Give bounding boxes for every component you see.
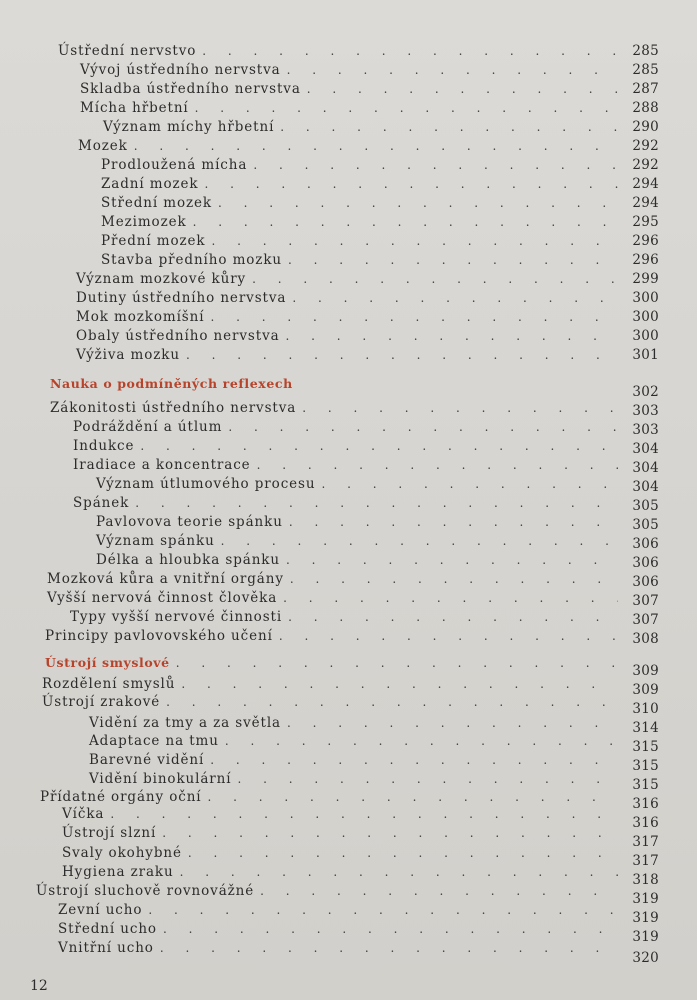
- dot-leader: [279, 626, 618, 646]
- entry-title: Délka a hloubka spánku: [96, 552, 280, 568]
- section-heading: [50, 374, 618, 394]
- toc-entry: [50, 398, 618, 418]
- page-number: 304: [632, 479, 659, 495]
- entry-title: Střední mozek: [101, 195, 212, 211]
- dot-leader: [290, 569, 618, 589]
- dot-leader: [160, 938, 618, 958]
- entry-title: Barevné vidění: [89, 752, 205, 768]
- entry-title: Výživa mozku: [76, 347, 180, 363]
- page-number: 294: [632, 176, 659, 192]
- toc-entry: [96, 512, 618, 532]
- toc-entry: [76, 326, 618, 346]
- toc-entry: [45, 626, 618, 646]
- dot-leader: [307, 79, 618, 99]
- dot-leader: [134, 136, 618, 156]
- toc-entry: [96, 474, 618, 494]
- toc-entry: [76, 345, 618, 365]
- toc-entry: [76, 288, 618, 308]
- dot-leader: [237, 769, 618, 789]
- toc-entry: [42, 692, 618, 712]
- toc-entry: [89, 713, 618, 733]
- dot-leader: [286, 326, 618, 346]
- entry-title: Rozdělení smyslů: [42, 676, 176, 692]
- toc-entry: [76, 269, 618, 289]
- toc-entry: [58, 900, 618, 920]
- entry-title: Ústrojí zrakové: [42, 694, 161, 710]
- toc-entry: [62, 804, 618, 824]
- entry-title: Principy pavlovovského učení: [45, 628, 273, 644]
- entry-title: Adaptace na tmu: [89, 733, 219, 749]
- page-number: 314: [632, 720, 659, 736]
- entry-title: Ústřední nervstvo: [58, 43, 197, 59]
- entry-title: Pavlovova teorie spánku: [96, 514, 283, 530]
- page-number: 309: [632, 682, 659, 698]
- page-number: 303: [632, 403, 659, 419]
- page-number: 302: [632, 384, 659, 400]
- entry-title: Typy vyšší nervové činnosti: [70, 609, 283, 625]
- page-number: 304: [632, 441, 659, 457]
- page-number: 294: [632, 195, 659, 211]
- dot-leader: [162, 823, 618, 843]
- toc-entry: [80, 98, 618, 118]
- toc-entry: [101, 250, 618, 270]
- page-number: 306: [632, 555, 659, 571]
- page-number: 315: [632, 777, 659, 793]
- dot-leader: [181, 674, 618, 694]
- entry-title: Přední mozek: [101, 233, 206, 249]
- page-number: 304: [632, 460, 659, 476]
- entry-title: Střední ucho: [58, 921, 157, 937]
- entry-title: Prodloužená mícha: [101, 157, 248, 173]
- entry-title: Mok mozkomíšní: [76, 309, 205, 325]
- entry-title: Indukce: [73, 438, 135, 454]
- entry-title: Obaly ústředního nervstva: [76, 328, 280, 344]
- dot-leader: [218, 193, 618, 213]
- entry-title: Ústrojí smyslové: [45, 655, 170, 670]
- page-number: 288: [632, 100, 659, 116]
- entry-title: Skladba ústředního nervstva: [80, 81, 301, 97]
- toc-entry: [101, 231, 618, 251]
- page-number: 310: [632, 701, 659, 717]
- dot-leader: [110, 804, 618, 824]
- entry-title: Ústrojí sluchově rovnovážné: [36, 883, 255, 899]
- page-number: 300: [632, 309, 659, 325]
- dot-leader: [286, 550, 618, 570]
- dot-leader: [211, 231, 618, 251]
- page-number: 287: [632, 81, 659, 97]
- page-number: 320: [632, 950, 659, 966]
- dot-leader: [280, 117, 618, 137]
- toc-entry: [80, 60, 618, 80]
- page-number: 301: [632, 347, 659, 363]
- entry-title: Podráždění a útlum: [73, 419, 223, 435]
- page-number: 299: [632, 271, 659, 287]
- dot-leader: [289, 512, 618, 532]
- toc-entry: [47, 569, 618, 589]
- dot-leader: [163, 919, 618, 939]
- dot-leader: [287, 60, 618, 80]
- dot-leader: [257, 455, 618, 475]
- toc-entry: [80, 79, 618, 99]
- dot-leader: [135, 493, 618, 513]
- entry-title: Zákonitosti ústředního nervstva: [50, 400, 297, 416]
- toc-entry: [76, 307, 618, 327]
- page-number: 307: [632, 612, 659, 628]
- page-number: 292: [632, 138, 659, 154]
- toc-entry: [89, 731, 618, 751]
- dot-leader: [288, 607, 618, 627]
- dot-leader: [210, 750, 618, 770]
- dot-leader: [148, 900, 618, 920]
- toc-entry: [73, 493, 618, 513]
- section-heading: [45, 653, 618, 673]
- page-number: 306: [632, 536, 659, 552]
- toc-entry: [89, 750, 618, 770]
- page-number: 317: [632, 834, 659, 850]
- entry-title: Víčka: [62, 806, 105, 822]
- dot-leader: [210, 307, 618, 327]
- dot-leader: [260, 881, 618, 901]
- dot-leader: [283, 588, 618, 608]
- entry-title: Vidění za tmy a za světla: [89, 715, 281, 731]
- dot-leader: [140, 436, 618, 456]
- page-number: 285: [632, 43, 659, 59]
- dot-leader: [188, 843, 618, 863]
- toc-entry: [36, 881, 618, 901]
- toc-entry: [101, 155, 618, 175]
- page-number: 292: [632, 157, 659, 173]
- page-number: 315: [632, 739, 659, 755]
- toc-entry: [78, 136, 618, 156]
- entry-title: Vidění binokulární: [89, 771, 232, 787]
- entry-title: Ústrojí slzní: [62, 825, 157, 841]
- dot-leader: [195, 98, 618, 118]
- entry-title: Dutiny ústředního nervstva: [76, 290, 287, 306]
- toc-entry: [96, 531, 618, 551]
- toc-entry: [101, 174, 618, 194]
- dot-leader: [205, 174, 619, 194]
- dot-leader: [302, 398, 618, 418]
- toc-entry: [70, 607, 618, 627]
- toc-entry: [62, 843, 618, 863]
- page-number: 285: [632, 62, 659, 78]
- page-number: 319: [632, 929, 659, 945]
- entry-title: Význam míchy hřbetní: [103, 119, 275, 135]
- entry-title: Význam mozkové kůry: [76, 271, 247, 287]
- page-number: 296: [632, 252, 659, 268]
- page-number: 305: [632, 517, 659, 533]
- entry-title: Význam spánku: [96, 533, 215, 549]
- page-number: 290: [632, 119, 659, 135]
- entry-title: Iradiace a koncentrace: [73, 457, 251, 473]
- dot-leader: [252, 269, 618, 289]
- page-number: 306: [632, 574, 659, 590]
- entry-title: Mozková kůra a vnitřní orgány: [47, 571, 284, 587]
- entry-title: Mícha hřbetní: [80, 100, 189, 116]
- page-number: 309: [632, 663, 659, 679]
- dot-leader: [166, 692, 618, 712]
- dot-leader: [180, 862, 618, 882]
- dot-leader: [292, 288, 618, 308]
- page-number: 296: [632, 233, 659, 249]
- page-number: 307: [632, 593, 659, 609]
- page-number: 316: [632, 815, 659, 831]
- toc-entry: [73, 455, 618, 475]
- page-number: 317: [632, 853, 659, 869]
- entry-title: Mezimozek: [101, 214, 187, 230]
- entry-title: Vyšší nervová činnost člověka: [47, 590, 278, 606]
- toc-entry: [89, 769, 618, 789]
- toc-entry: [73, 417, 618, 437]
- toc-entry: [42, 674, 618, 694]
- entry-title: Mozek: [78, 138, 128, 154]
- toc-entry: [58, 938, 618, 958]
- dot-leader: [228, 417, 618, 437]
- entry-title: Spánek: [73, 495, 130, 511]
- dot-leader: [287, 713, 618, 733]
- dot-leader: [225, 731, 618, 751]
- entry-title: Nauka o podmíněných reflexech: [50, 376, 293, 391]
- toc-entry: [62, 823, 618, 843]
- dot-leader: [321, 474, 618, 494]
- entry-title: Vývoj ústředního nervstva: [80, 62, 281, 78]
- page-number: 300: [632, 328, 659, 344]
- toc-entry: [103, 117, 618, 137]
- entry-title: Přídatné orgány oční: [40, 789, 202, 805]
- page-number: 305: [632, 498, 659, 514]
- page-number: 316: [632, 796, 659, 812]
- page-number: 300: [632, 290, 659, 306]
- entry-title: Stavba předního mozku: [101, 252, 282, 268]
- page-number: 303: [632, 422, 659, 438]
- entry-title: Svaly okohybné: [62, 845, 182, 861]
- toc-entry: [73, 436, 618, 456]
- dot-leader: [253, 155, 618, 175]
- toc-entry: [101, 193, 618, 213]
- dot-leader: [221, 531, 618, 551]
- toc-entry: [47, 588, 618, 608]
- entry-title: Význam útlumového procesu: [96, 476, 316, 492]
- dot-leader: [202, 41, 618, 61]
- entry-title: Zadní mozek: [101, 176, 199, 192]
- entry-title: Hygiena zraku: [62, 864, 174, 880]
- dot-leader: [176, 653, 618, 673]
- page-number: 319: [632, 910, 659, 926]
- footer-page-number: 12: [30, 978, 48, 994]
- dot-leader: [186, 345, 618, 365]
- page-number: 319: [632, 891, 659, 907]
- dot-leader: [288, 250, 618, 270]
- page-number: 318: [632, 872, 659, 888]
- page-number: 295: [632, 214, 659, 230]
- toc-entry: [58, 919, 618, 939]
- toc-entry: [96, 550, 618, 570]
- toc-entry: [58, 41, 618, 61]
- page-number: 308: [632, 631, 659, 647]
- dot-leader: [193, 212, 618, 232]
- toc-entry: [62, 862, 618, 882]
- page-number: 315: [632, 758, 659, 774]
- entry-title: Zevní ucho: [58, 902, 143, 918]
- entry-title: Vnitřní ucho: [58, 940, 154, 956]
- toc-entry: [101, 212, 618, 232]
